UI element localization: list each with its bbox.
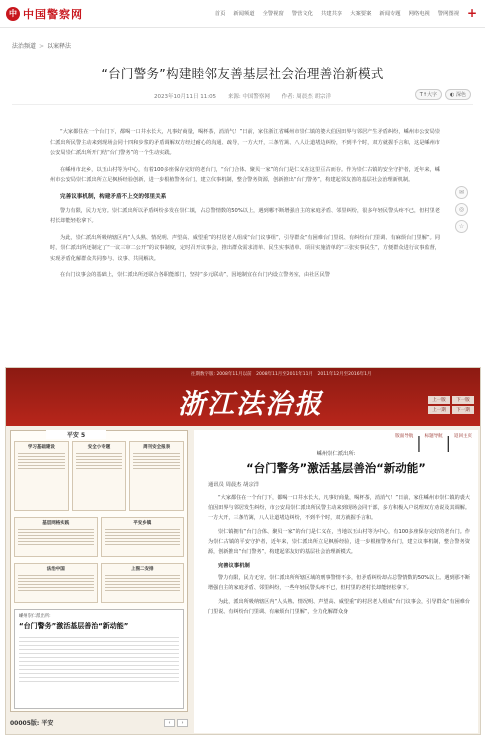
- thumb-block-title: 基层网格实践: [42, 521, 70, 526]
- article-meta: [0, 92, 485, 100]
- next-page-button[interactable]: 下一版: [452, 396, 474, 404]
- prev-issue-button[interactable]: 上一期: [428, 406, 450, 414]
- newspaper-screenshot: [5, 367, 481, 735]
- top-nav: [215, 9, 459, 17]
- newspaper-paragraph: 崇仁镇拥有“台门合体、聚贝一家”的台门是仁义在，当地以玉山村等为中心，有100多座保存完好的老台门。作为崇仁古镇的平安守护者，近年来，崇仁派出所立足枫桥经验，进一步根植警务台门，建立议事机制，整合警务资源，创新推出“台门警务”，构建起邻友好的基层社会治理新模式。: [208, 529, 470, 555]
- font-size-button[interactable]: T↑大字: [415, 89, 442, 100]
- thumb-kicker: 嵊州崇仁派出所:: [19, 614, 51, 619]
- weibo-share-icon[interactable]: ◎: [455, 203, 468, 216]
- dark-mode-button[interactable]: ◐ 深色: [445, 89, 471, 100]
- nav-item[interactable]: 首页: [214, 11, 226, 17]
- newspaper-byline: 通讯员 周晨杰 胡宗洋: [208, 482, 260, 488]
- nav-item[interactable]: 新闻专题: [379, 11, 401, 17]
- highlighted-article-region[interactable]: [14, 609, 184, 709]
- thumb-block-title: 学习基础建设: [27, 445, 55, 450]
- breadcrumb-item[interactable]: 法治频道: [12, 43, 37, 50]
- newspaper-links: 版面导航 | 标题导航 | 返回主页: [395, 433, 472, 452]
- newspaper-page-nav: [428, 396, 474, 414]
- article-date: 2023年10月11日 11:05: [153, 94, 217, 100]
- thumb-text-lines: [105, 529, 181, 530]
- thumb-row: [11, 441, 187, 511]
- page-nav-link[interactable]: 版面导航: [395, 434, 414, 439]
- newspaper-masthead-bar: [6, 368, 480, 426]
- page-number: 00005版: 平安: [10, 720, 54, 727]
- newspaper-paragraph: 为此，派出所吸纳辖区内“人头熟、情况明、声望高、威望重”的村居老人组成“台门议事会，引导群众“有困难台门里说、有纠纷台门里调、有麻烦台门里解”，全力化解群众身: [208, 599, 470, 615]
- article-subhead: 完善议事机制，构建矛盾不上交的邻里关系: [60, 193, 167, 200]
- article-paragraph: “大家都住在一个台门下，都喝一口井水长大，凡事好商量，喝杯茶，消消气！”日前，家住浙江省嵊州市崇仁镇的婆大伯因田界与邻居产生矛盾纠纷，嵊州市公安局崇仁派出所民警主动来到现场会同十四和步浆的矛盾调解双方经过耐心的沟通、疏导，一方大开，三条竹篱、八人让道堵边纠纷，不到半个时，双方就握手言和，这是嵊州市公安局崇仁派出所开门结“台门警务”的一个生动实践。: [50, 129, 440, 156]
- article-source: 来源: 中国警察网: [227, 94, 270, 100]
- home-link[interactable]: 返回主页: [454, 434, 472, 439]
- breadcrumb-item[interactable]: 以案释法: [47, 43, 72, 50]
- nav-item[interactable]: 新闻频道: [233, 11, 255, 17]
- nav-item[interactable]: 警营文化: [291, 11, 313, 17]
- prev-arrow-icon[interactable]: ‹: [164, 719, 175, 727]
- newspaper-kicker: 嵊州崇仁派出所:: [316, 451, 356, 457]
- newspaper-headline: “台门警务”激活基层善治“新动能”: [246, 461, 426, 475]
- next-arrow-icon[interactable]: ›: [177, 719, 188, 727]
- share-bar: [455, 186, 468, 233]
- next-issue-button[interactable]: 下一期: [452, 406, 474, 414]
- title-nav-link[interactable]: 标题导航: [424, 434, 443, 439]
- star-favorite-icon[interactable]: ☆: [455, 220, 468, 233]
- newspaper-article: [194, 430, 478, 733]
- nav-item[interactable]: 警网图视: [437, 11, 459, 17]
- thumb-block: [101, 563, 185, 603]
- thumb-block-title: 法治中国: [46, 567, 65, 572]
- logo-emblem-icon: 中: [6, 7, 20, 21]
- thumb-block: [14, 563, 98, 603]
- thumb-block: [14, 517, 98, 557]
- thumb-block-title: 周刊安全报表: [143, 445, 171, 450]
- breadcrumb-separator: >: [39, 43, 45, 50]
- newspaper-paragraph: 警力有限，民力无穷。崇仁派出所所辖区域的刑事警情不多，但矛盾纠纷却占总警情数的50%以上。遇到那不断增强自主的家庭矛盾、邻里纠纷，一些年轻民警头疼不已，但村里的老村长却能轻松拿下。: [208, 575, 470, 591]
- newspaper-masthead: 浙江法治报: [178, 389, 323, 420]
- plus-icon[interactable]: +: [466, 6, 477, 20]
- article-paragraph: 在嵊州市北乡，以玉山村等为中心，有着100多座保存完好的老台门，“台门合体、聚贝一家”的台门是仁义在这里亘古而存。作为崇仁古镇的安全守护者，近年来，嵊州市公安局崇仁派出所立足枫桥经验创新，进一步根植警务台门，建立仪事机制，整合警务资源，创新推出“台门警务”，构建起邻友善的基层社会治理新机制。: [50, 166, 440, 183]
- thumb-text-lines: [76, 453, 123, 454]
- logo-text: 中国警察网: [23, 7, 83, 21]
- thumb-text-lines: [105, 575, 181, 576]
- thumb-block: [101, 517, 185, 557]
- article-author: 作者: 周晨杰 胡宗洋: [281, 94, 332, 100]
- newspaper-page-thumbnail[interactable]: [10, 430, 188, 712]
- breadcrumb: [12, 41, 71, 50]
- thumb-text-lines: [18, 529, 94, 530]
- newspaper-paragraph: “大家都住在一个台门下，都喝一口井水长大，凡事好商量，喝杯茶，消消气！”日前，家住嵊州市崇仁镇的裘大伯因田界与邻居发生纠纷，市公安局崇仁派出所民警主动来到现场会同干部，多方积极入户说理双方劝说及其调解。一方大开，三条竹篱，八人让道堵边纠纷，不到半个时，双方就握手言和。: [208, 495, 470, 521]
- article-title: “台门警务”构建睦邻友善基层社会治理善治新模式: [101, 66, 384, 81]
- article-paragraph: 在台门议事会的基础上，崇仁派出所还联合各职能部门，坚持“多元联动”，因地制宜在台门内设立警务室，由社区民警: [60, 272, 330, 278]
- thumb-text-lines: [133, 453, 180, 454]
- wechat-share-icon[interactable]: ✉: [455, 186, 468, 199]
- page-footer: [10, 718, 188, 727]
- thumb-block: [14, 441, 69, 511]
- article-paragraph: 警力有限，民力无穷。崇仁派出所以矛盾纠纷多发在崇仁镇，占总警情数的50%以上，遇到哪不断增强自主的家庭矛盾、邻里纠纷，很多年轻民警头疼不已，但村里老村长却能轻松拿下。: [50, 207, 440, 224]
- thumb-text-lines: [18, 575, 94, 576]
- nav-item[interactable]: 网络电视: [408, 11, 430, 17]
- article-body: [50, 127, 440, 287]
- thumb-block-title: 安全小专题: [87, 445, 111, 450]
- newspaper-archive-info: 往期数字版: 2008年11月以前 2008年11月至2011年11月 2011年12月至2016年1月: [191, 372, 372, 377]
- thumb-block: [72, 441, 127, 511]
- title-divider: [12, 104, 473, 105]
- newspaper-body: [208, 493, 470, 621]
- thumb-block-title: 上图二安排: [131, 567, 154, 572]
- nav-item[interactable]: 共建共享: [320, 11, 343, 17]
- article-paragraph: 为此，崇仁派出所吸纳辖区内“人头熟、情况明、声望高、威望重”的村居老人组成“台门议事组”，引导群众“有困难台门里说、有纠纷台门里调、有麻烦台门里解”。同时，崇仁派出所还制定了“一议三审二公开”的议事制度，定时召开议事会，推出群众需求清单、民生实事清单、项目实施清单的“三张实事民生”，方便群众进行议事监督，实现矛盾化解群众共同参与、议事、共同解决。: [50, 234, 440, 262]
- thumb-text-lines: [18, 453, 65, 454]
- prev-page-button[interactable]: 上一版: [428, 396, 450, 404]
- thumb-block: [129, 441, 184, 511]
- thumb-text-lines: [19, 637, 179, 638]
- thumb-row: [11, 517, 187, 557]
- site-logo[interactable]: [6, 6, 83, 22]
- nav-item[interactable]: 全警视窗: [262, 11, 284, 17]
- reading-options: [415, 89, 471, 100]
- thumb-block-title: 平安乡镇: [133, 521, 152, 526]
- page-arrows: [164, 719, 188, 727]
- thumb-page-label: 平安 5: [46, 430, 106, 439]
- thumb-headline: “台门警务”激活基层善治“新动能”: [19, 622, 129, 630]
- newspaper-subhead: 完善议事机制: [218, 563, 250, 569]
- thumb-row: [11, 563, 187, 603]
- nav-item[interactable]: 大案要案: [350, 11, 372, 17]
- site-header: [0, 0, 485, 28]
